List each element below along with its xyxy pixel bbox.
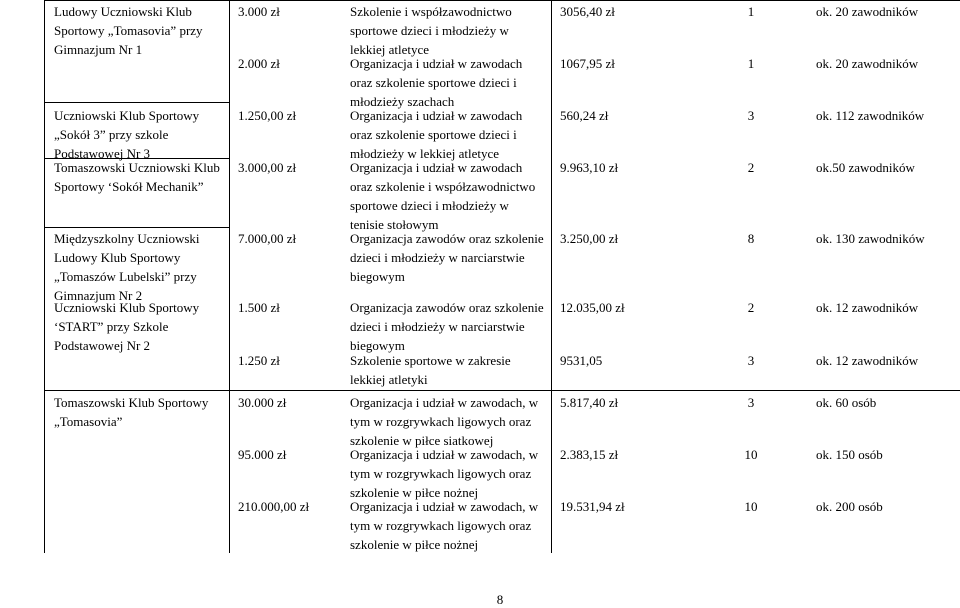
task-description: Organizacja i udział w zawodach oraz szkolenie sportowe dzieci i młodzieży w lekkiej atletyce xyxy=(350,108,523,161)
grant-amount: 7.000,00 zł xyxy=(238,231,297,246)
participants: ok. 20 zawodników xyxy=(816,56,919,71)
task-description: Organizacja zawodów oraz szkolenie dzieci i młodzieży w narciarstwie biegowym xyxy=(350,300,544,353)
grant-amount: 3.000,00 zł xyxy=(238,160,297,175)
page-number: 8 xyxy=(496,592,504,607)
org-name: Tomaszowski Klub Sportowy „Tomasovia” xyxy=(54,395,209,429)
task-description: Organizacja i udział w zawodach, w tym w rozgrywkach ligowych oraz szkolenie w piłce nożnej xyxy=(350,499,539,552)
settled-amount: 2.383,15 zł xyxy=(560,447,619,462)
settled-amount: 9.963,10 zł xyxy=(560,160,619,175)
participants: ok. 12 zawodników xyxy=(816,300,919,315)
col-divider-1 xyxy=(229,0,230,553)
settled-amount: 19.531,94 zł xyxy=(560,499,625,514)
participants: ok.50 zawodników xyxy=(816,160,915,175)
row-divider-1 xyxy=(44,102,230,103)
task-description: Organizacja zawodów oraz szkolenie dzieci i młodzieży w narciarstwie biegowym xyxy=(350,231,544,284)
settled-amount: 12.035,00 zł xyxy=(560,300,625,315)
grant-amount: 1.250,00 zł xyxy=(238,108,297,123)
settled-amount: 3056,40 zł xyxy=(560,4,615,19)
left-border xyxy=(44,0,45,553)
task-description: Organizacja i udział w zawodach oraz szkolenie i współzawodnictwo sportowe dzieci i młodzieży w tenisie stołowym xyxy=(350,160,536,232)
participants: ok. 200 osób xyxy=(816,499,883,514)
events-count: 3 xyxy=(747,353,755,368)
task-description: Szkolenie i współzawodnictwo sportowe dzieci i młodzieży w lekkiej atletyce xyxy=(350,4,512,57)
grant-amount: 2.000 zł xyxy=(238,56,280,71)
events-count: 3 xyxy=(747,395,755,410)
events-count: 1 xyxy=(747,4,755,19)
participants: ok. 12 zawodników xyxy=(816,353,919,368)
participants: ok. 130 zawodników xyxy=(816,231,925,246)
org-name: Uczniowski Klub Sportowy ‘START” przy Szkole Podstawowej Nr 2 xyxy=(54,300,200,353)
participants: ok. 150 osób xyxy=(816,447,883,462)
participants: ok. 60 osób xyxy=(816,395,877,410)
grant-amount: 30.000 zł xyxy=(238,395,287,410)
task-description: Organizacja i udział w zawodach oraz szkolenie sportowe dzieci i młodzieży szachach xyxy=(350,56,523,109)
events-count: 1 xyxy=(747,56,755,71)
row-divider-4 xyxy=(44,390,960,391)
events-count: 8 xyxy=(747,231,755,246)
grant-amount: 210.000,00 zł xyxy=(238,499,310,514)
task-description: Organizacja i udział w zawodach, w tym w rozgrywkach ligowych oraz szkolenie w piłce nożnej xyxy=(350,447,539,500)
participants: ok. 20 zawodników xyxy=(816,4,919,19)
participants: ok. 112 zawodników xyxy=(816,108,925,123)
grant-amount: 95.000 zł xyxy=(238,447,287,462)
task-description: Szkolenie sportowe w zakresie lekkiej atletyki xyxy=(350,353,511,387)
settled-amount: 1067,95 zł xyxy=(560,56,615,71)
org-name: Ludowy Uczniowski Klub Sportowy „Tomasovia” przy Gimnazjum Nr 1 xyxy=(54,4,203,57)
events-count: 3 xyxy=(747,108,755,123)
grant-amount: 1.500 zł xyxy=(238,300,280,315)
events-count: 2 xyxy=(747,300,755,315)
events-count: 10 xyxy=(744,499,758,514)
events-count: 10 xyxy=(744,447,758,462)
grant-amount: 3.000 zł xyxy=(238,4,280,19)
settled-amount: 5.817,40 zł xyxy=(560,395,619,410)
table-top-border xyxy=(44,0,960,1)
org-name: Międzyszkolny Uczniowski Ludowy Klub Sportowy „Tomaszów Lubelski” przy Gimnazjum Nr 2 xyxy=(54,231,200,303)
col-divider-2 xyxy=(551,0,552,553)
org-name: Uczniowski Klub Sportowy „Sokół 3” przy szkole Podstawowej Nr 3 xyxy=(54,108,200,161)
settled-amount: 560,24 zł xyxy=(560,108,609,123)
row-divider-3 xyxy=(44,227,230,228)
settled-amount: 9531,05 xyxy=(560,353,603,368)
events-count: 2 xyxy=(747,160,755,175)
grant-amount: 1.250 zł xyxy=(238,353,280,368)
settled-amount: 3.250,00 zł xyxy=(560,231,619,246)
task-description: Organizacja i udział w zawodach, w tym w rozgrywkach ligowych oraz szkolenie w piłce siatkowej xyxy=(350,395,539,448)
org-name: Tomaszowski Uczniowski Klub Sportowy ‘Sokół Mechanik” xyxy=(54,160,220,194)
